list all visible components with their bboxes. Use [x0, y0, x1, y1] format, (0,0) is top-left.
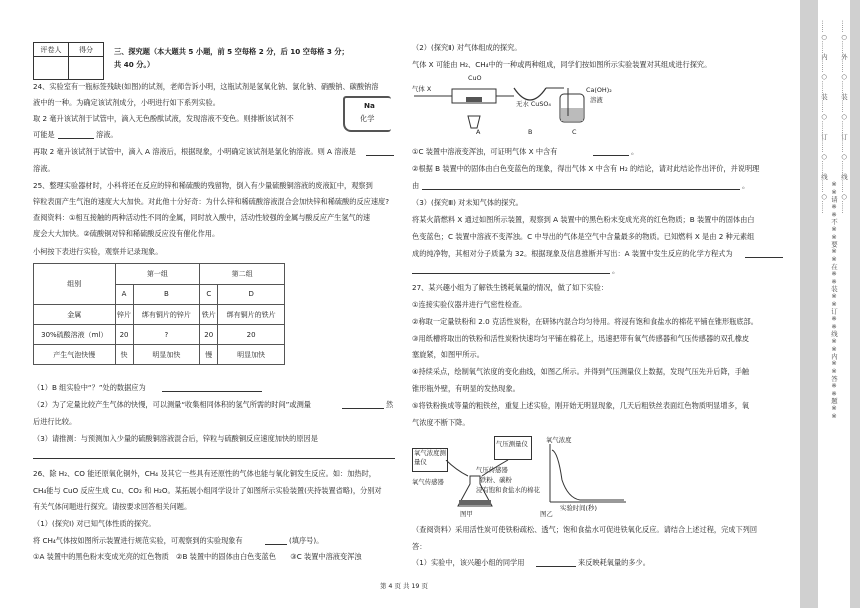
- q26-options: ①A 装置中的黑色粉末变成光亮的红色物质 ②B 装置中的固体由白色变蓝色 ③C 装置中溶液变浑浊: [33, 552, 362, 561]
- cable-o2: [446, 460, 468, 476]
- q26-probe2-q2: ②根据 B 装置中的固体由白色变蓝色的现象，得出气体 X 中含有 H₂ 的结论，请对此结论作出评价，并说明理: [412, 164, 760, 173]
- fig-jia-label-fe: 铁粉、碳粉: [480, 476, 512, 484]
- fig-jia-label-psensor: 气压传感器: [476, 466, 508, 474]
- q24-line4a: 可能是: [33, 130, 55, 139]
- q25-answer-blank-2[interactable]: [342, 408, 384, 409]
- limewater-solution: [561, 108, 583, 121]
- fig-yi-xlabel: 实验时间(秒): [560, 504, 597, 512]
- reagent-label-chemistry: 化学: [360, 114, 375, 123]
- fig-label-b: B: [528, 128, 533, 136]
- q25-answer-blank-3[interactable]: [33, 458, 395, 459]
- table-col-c: C: [200, 284, 218, 305]
- fig-jia-label-o2meter-1: 氧气浓度测量仪: [414, 449, 446, 466]
- q27-title: 27、某兴趣小组为了解铁生锈耗氧量的情况，做了如下实验：: [412, 283, 609, 292]
- q25-sub2b: 然: [386, 400, 394, 409]
- binding-warning: ※※请※※不※※要※※在※※装※※订※※线※※内※※答※※题※※: [830, 180, 838, 420]
- q26-line1: 26、除 H₂、CO 能还原氧化铜外，CH₄ 及其它一些具有还原性的气体也能与氧化铜发生反应。如：加热时，: [33, 469, 376, 478]
- fig-label-cuso4: 无水 CuSO₄: [516, 100, 551, 108]
- table-cell: 绑有铜片的锌片: [133, 305, 200, 325]
- table-cell: 明显加快: [133, 345, 200, 365]
- table-cell: 20: [218, 325, 285, 345]
- table-cell: 20: [200, 325, 218, 345]
- table-cell: 锌片: [115, 305, 133, 325]
- q27-step5b: 气浓度不断下降。: [412, 418, 470, 427]
- q26-line3: 有关气体问题进行探究。请按要求回答相关问题。: [33, 502, 192, 511]
- table-col-a: A: [115, 284, 133, 305]
- score-cell-score: [69, 57, 104, 80]
- q25-line3: 查阅资料：①相互接触的两种活动性不同的金属，同时放入酸中，活动性较强的金属与酸反应产生氢气的速: [33, 213, 371, 222]
- q24-answer-blank-1[interactable]: [58, 138, 94, 139]
- score-table: [33, 42, 104, 80]
- q24-line6: 溶液。: [33, 164, 55, 173]
- fig-label-cuo: CuO: [468, 74, 482, 82]
- q26-probe2-q1: ①C 装置中溶液变浑浊，可证明气体 X 中含有: [412, 147, 558, 156]
- q26-probe3-line1: 将某火箭燃料 X 通过如图所示装置，观察到 A 装置中的黑色粉末变成光亮的红色物质；B 装置中的固体由白: [412, 215, 755, 224]
- table-cell: 明显加快: [218, 345, 285, 365]
- table-cell: 慢: [200, 345, 218, 365]
- right-column: [400, 0, 800, 608]
- fig-label-a: A: [476, 128, 481, 136]
- q27-step4: ④持续采点，绘制氧气浓度的变化曲线，如图乙所示。并得到气压测量仪上数据，发现气压先升后降，手触: [412, 367, 750, 376]
- fig-yi-ylabel: 氧气浓度: [546, 436, 572, 444]
- q27-question1: （1）实验中，该兴趣小组的同学用: [412, 558, 525, 567]
- binding-margin: [800, 0, 860, 608]
- section-title-line1: 三、探究题（本大题共 5 小题，前 5 空每格 2 分，后 10 空每格 3 分；: [114, 47, 349, 56]
- fig-yi-caption: 图乙: [540, 510, 553, 518]
- q27-step4b: 锥形瓶外壁，有明显的发热现象。: [412, 384, 520, 393]
- burner-a: [468, 116, 480, 128]
- fig-label-caoh2: Ca(OH)₂: [586, 86, 612, 94]
- reagent-label-na: Na: [364, 101, 375, 110]
- table-row-speed-label: 产生气泡快慢: [34, 345, 116, 365]
- binding-inner-line: ……○……内……○……装……○……订……○……线……○……: [820, 20, 828, 214]
- q24-line4b: 溶液。: [96, 130, 118, 139]
- q25-sub1: （1）B 组实验中“？”处的数据应为: [33, 383, 146, 392]
- q26-answer-blank-1[interactable]: [265, 544, 287, 545]
- drying-tube-b: [514, 88, 546, 100]
- q26-probe3-title: （3）(探究Ⅲ) 对未知气体的探究。: [412, 198, 523, 207]
- q25-sub2c: 后进行比较。: [33, 417, 77, 426]
- q27-step3b: 塞旋紧，如图甲所示。: [412, 350, 484, 359]
- o2-concentration-curve: [552, 450, 624, 500]
- q24-line2: 液中的一种。为确定该试剂成分，小明进行如下系列实验。: [33, 98, 220, 107]
- q26-probe2-q2-end: 。: [742, 181, 750, 190]
- q25-answer-blank-1[interactable]: [162, 391, 262, 392]
- q27-info-line1: （查阅资料）采用活性炭可使铁粉疏松、透气；饱和食盐水可促进铁氧化反应。请结合上述过程，完成下列回: [412, 525, 758, 534]
- fig-label-solution: 溶液: [590, 96, 603, 104]
- q25-data-table: [33, 263, 285, 365]
- score-table-header-grader: 评卷人: [34, 43, 69, 57]
- table-row-metal-label: 金属: [34, 305, 116, 325]
- q26-probe3-line2: 色变蓝色；C 装置中溶液不变浑浊。C 中导出的气体是空气中含量最多的物质。已知燃料 X 是由 2 种元素组: [412, 232, 755, 241]
- table-cell: 快: [115, 345, 133, 365]
- q25-line4: 度会大大加快。②硫酸铜对锌和稀硫酸反应没有催化作用。: [33, 229, 220, 238]
- fig-jia-label-pmeter: 气压测量仪: [496, 440, 528, 448]
- score-cell-grader: [34, 57, 69, 80]
- q27-info-line2: 答：: [412, 542, 427, 551]
- fig-label-gas-x: 气体 X: [412, 85, 432, 93]
- q26-answer-blank-3[interactable]: [422, 189, 740, 190]
- table-group-label: 组别: [34, 264, 116, 305]
- q25-line2: 锌粒表面产生气泡的速度大大加快。对此他十分好奇：为什么锌和稀硫酸溶液混合会加快锌和稀硫酸的反应速度?: [33, 197, 390, 206]
- table-group1-header: 第一组: [115, 264, 200, 285]
- q26-probe2-desc: 气体 X 可能由 H₂、CH₄中的一种或两种组成，同学们按如图所示实验装置对其组成进行探究。: [412, 60, 712, 69]
- page-footer: 第 4 页 共 19 页: [380, 582, 428, 590]
- fig-label-c: C: [572, 128, 577, 136]
- table-cell: 绑有铜片的铁片: [218, 305, 285, 325]
- q25-line5: 小柯按下表进行实验，观察并记录现象。: [33, 247, 163, 256]
- q26-probe2-title: （2）(探究Ⅱ) 对气体组成的探究。: [412, 43, 522, 52]
- q26-line2: CH₄能与 CuO 反应生成 Cu、CO₂ 和 H₂O。某拓展小组同学设计了如图所示实验装置(夹持装置省略)，分别对: [33, 486, 382, 495]
- table-col-b: B: [133, 284, 200, 305]
- apparatus-abc-figure: [412, 72, 612, 140]
- q26-line5b: (填序号)。: [289, 536, 324, 545]
- q26-probe3-end: 。: [612, 266, 620, 275]
- q26-line5: 将 CH₄气体按如图所示装置进行规范实验，可观察到的实验现象有: [33, 536, 243, 545]
- q27-step2: ②称取一定量铁粉和 2.0 克活性炭粉，在研钵内混合均匀待用。将浸有饱和食盐水的棉花平铺在锥形瓶底部。: [412, 317, 758, 326]
- q26-answer-blank-5[interactable]: [412, 273, 610, 274]
- binding-gray-strip-left: [800, 0, 818, 608]
- q24-line3: 取 2 毫升该试剂于试管中，滴入无色酚酞试液，发现溶液不变色。则排断该试剂不: [33, 114, 294, 123]
- fig-jia-label-cotton: 浸有饱和食盐水的棉花: [476, 486, 540, 494]
- q26-answer-blank-4[interactable]: [745, 257, 783, 258]
- binding-gray-strip-right: [850, 0, 860, 608]
- q25-sub3: （3）请推测：与预测加入少量的硫酸铜溶液混合后，锌粒与硫酸铜反应速度加快的原因是: [33, 434, 318, 443]
- table-cell: 20: [115, 325, 133, 345]
- table-group2-header: 第二组: [200, 264, 285, 285]
- table-cell: ?: [133, 325, 200, 345]
- q26-answer-blank-2[interactable]: [593, 155, 629, 156]
- section-title-line2: 共 40 分。）: [114, 60, 155, 69]
- q25-sub2: （2）为了定量比较产生气体的快慢，可以测量“收集相同体积的氢气所需的时间”或测量: [33, 400, 311, 409]
- q26-probe3-line3: 成的纯净物，其相对分子质量为 32。根据现象及信息推断并写出：A 装置中发生反应的化学方程式为: [412, 249, 733, 258]
- iron-carbon-layer: [459, 500, 491, 505]
- q26-line4: （1）(探究Ⅰ) 对已知气体性质的探究。: [33, 519, 156, 528]
- q27-step3: ③用纸槽将取出的铁粉和活性炭粉快速均匀平铺在棉花上，迅速把带有氧气传感器和气压传感器的双孔橡皮: [412, 334, 750, 343]
- q24-line5: 再取 2 毫升该试剂于试管中，滴入 A 溶液后，根据现象，小明确定该试剂是氯化钠溶液。则 A 溶液是: [33, 147, 356, 156]
- q25-line1: 25、整理实验器材时，小科将还在反应的锌和稀硫酸的残留物，倒入有少量硫酸铜溶液的废液缸中，观察到: [33, 181, 373, 190]
- q26-probe2-q1-end: 。: [631, 147, 639, 156]
- q27-step5: ⑤将铁粉换成等量的粗铁丝，重复上述实验，刚开始无明显现象，几天后粗铁丝表面红色物质明显增多，氧: [412, 401, 750, 410]
- table-row-acid-label: 30%硫酸溶液（ml）: [34, 325, 116, 345]
- q27-question1-end: 来反映耗氧量的多少。: [578, 558, 650, 567]
- fig-jia-label-o2sensor: 氧气传感器: [412, 478, 444, 486]
- table-col-d: D: [218, 284, 285, 305]
- q24-line1: 24、实验室有一瓶标签残缺(如图)的试剂，老师告诉小明，这瓶试剂是氢氧化钠、氯化钠、硝酸钠、碳酸钠溶: [33, 82, 379, 91]
- q24-answer-blank-2[interactable]: [366, 155, 394, 156]
- score-table-header-score: 得分: [69, 43, 104, 57]
- binding-outer-line: ……○……外……○……装……○……订……○……线……○……: [840, 20, 848, 214]
- figure-yi-o2-curve: [540, 440, 630, 512]
- table-cell: 铁片: [200, 305, 218, 325]
- fig-jia-caption: 图甲: [460, 510, 473, 518]
- cuo-sample: [466, 97, 482, 102]
- q27-step1: ①连接实验仪器并进行气密性检查。: [412, 300, 527, 309]
- q27-answer-blank-1[interactable]: [536, 566, 576, 567]
- q26-probe2-q2b: 由: [412, 181, 420, 190]
